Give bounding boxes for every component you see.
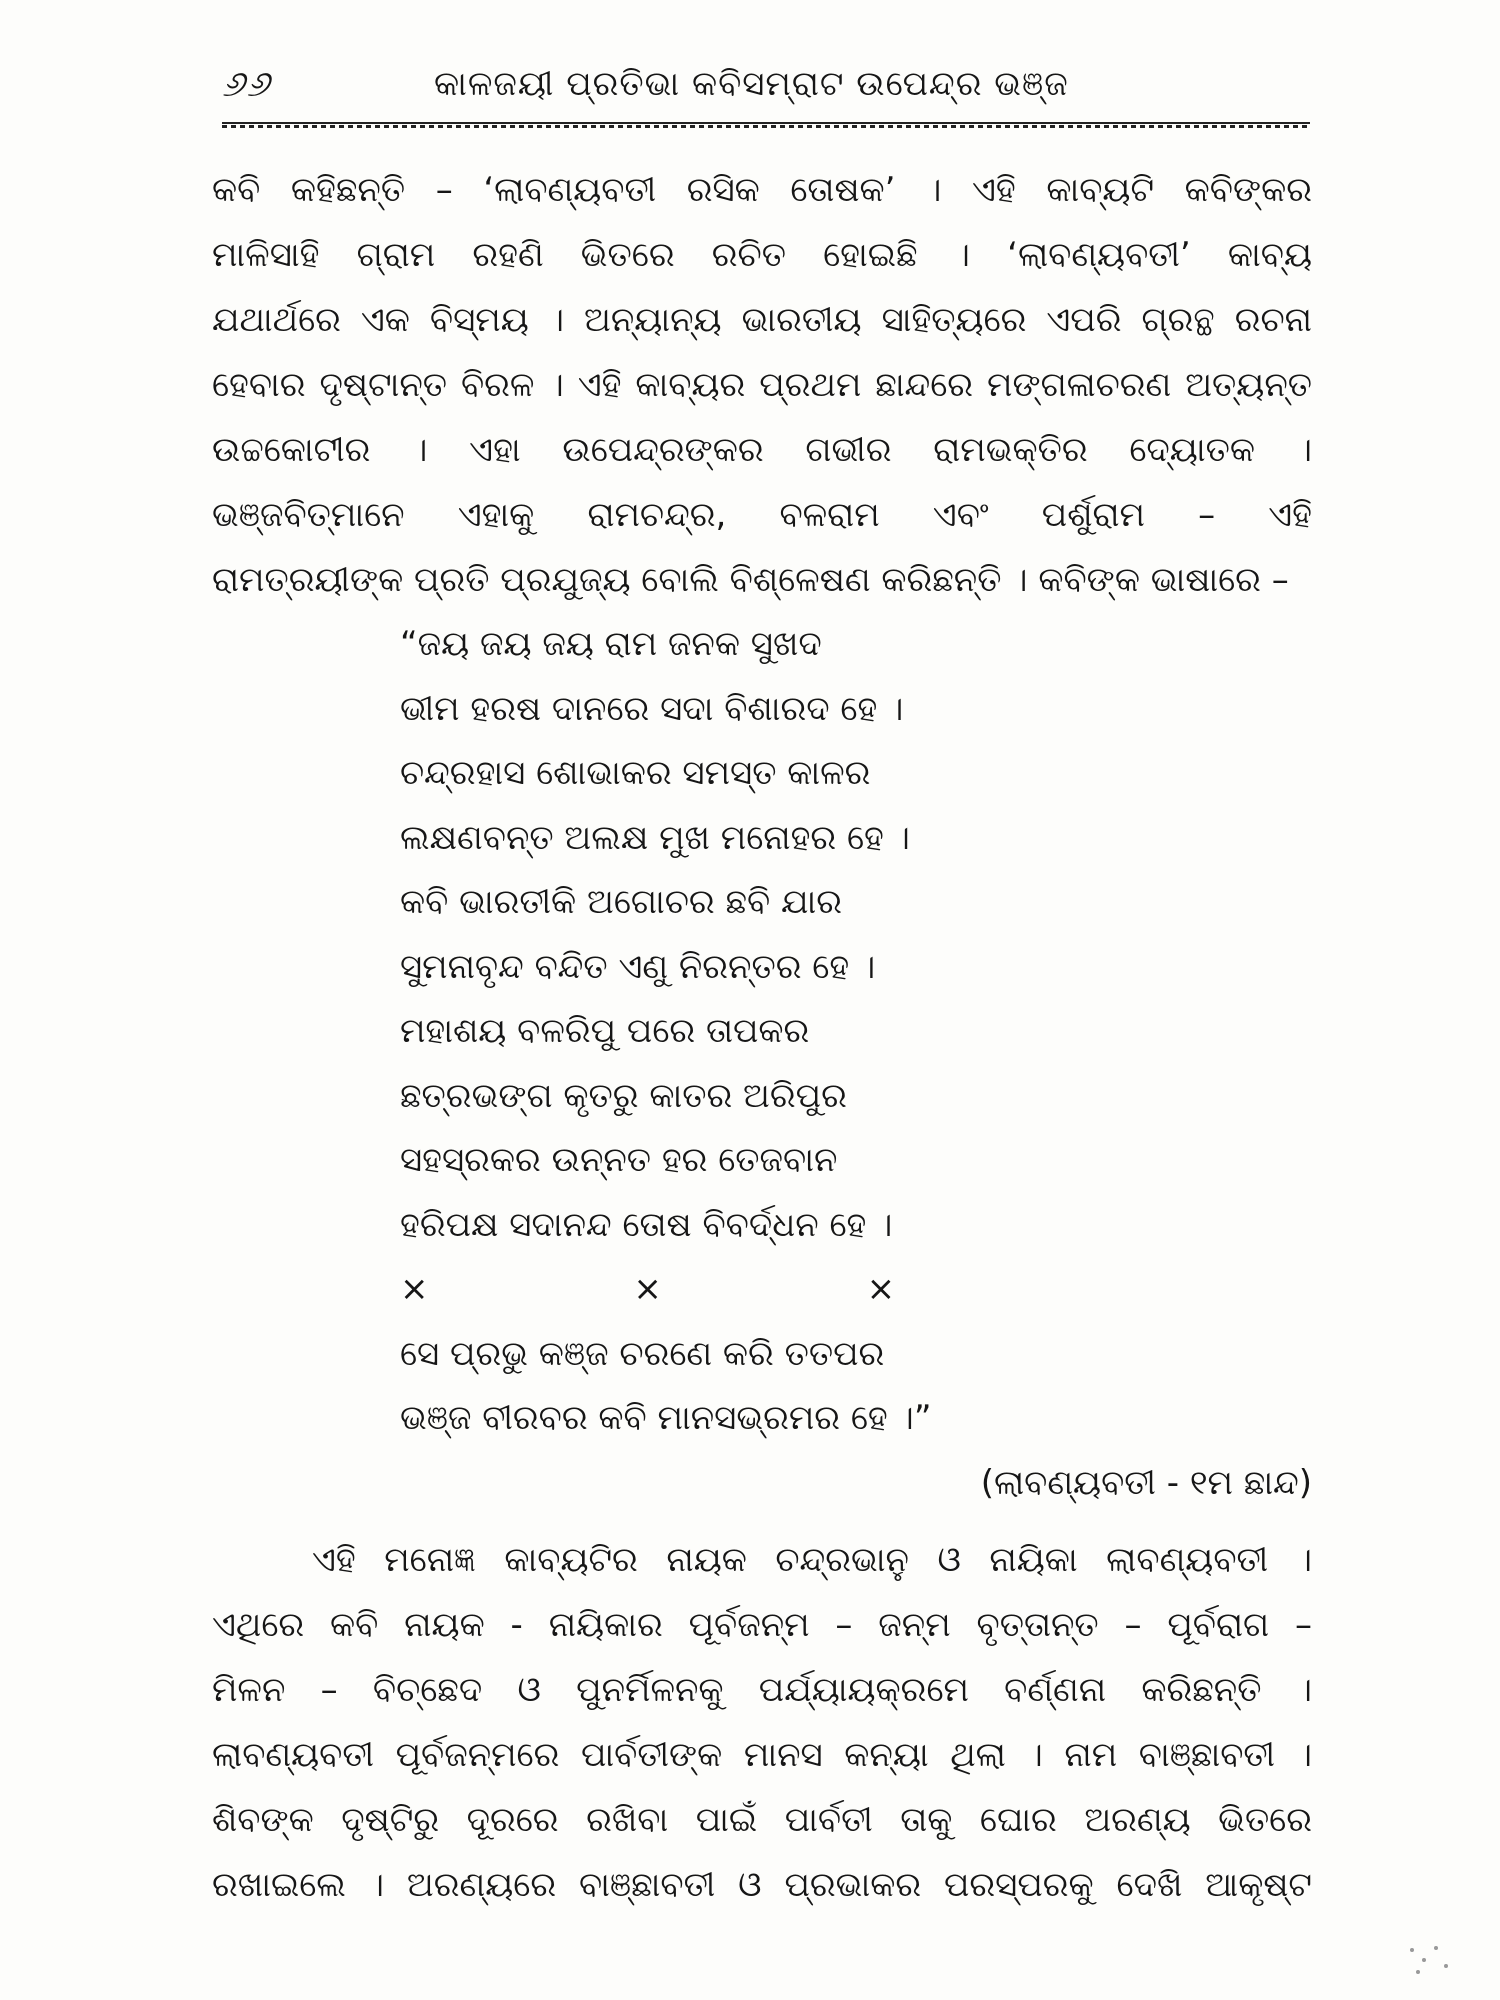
verse-line: ଲକ୍ଷଣବନ୍ତ ଅଲକ୍ଷ ମୁଖ ମନୋହର ହେ । — [400, 817, 910, 858]
verse-line: “ଜୟ ଜୟ ଜୟ ରାମ ଜନକ ସୁଖଦ — [400, 624, 822, 664]
omission-mark: × — [400, 1269, 429, 1309]
paragraph-line: ମାଳିସାହି ଗ୍ରାମ ରହଣି ଭିତରେ ରଚିତ ହୋଇଛି । ‘ଲାବଣ୍ୟବତୀ’ କାବ୍ୟ — [212, 235, 1312, 275]
verse-line: ସେ ପ୍ରଭୁ କଞ୍ଜ ଚରଣେ କରି ତତପର — [400, 1333, 885, 1374]
page-number: ୬୬ — [222, 64, 272, 105]
paragraph-line: ଭଞ୍ଜବିତ୍‌ମାନେ ଏହାକୁ ରାମଚନ୍ଦ୍ର, ବଳରାମ ଏବଂ ପର୍ଶୁରାମ – ଏହି — [212, 495, 1312, 535]
paragraph-line: କବି କହିଛନ୍ତି – ‘ଲାବଣ୍ୟବତୀ ରସିକ ତୋଷକ’ । ଏହି କାବ୍ୟଟି କବିଙ୍କର — [212, 170, 1312, 210]
verse-line: ସୁମନାବୃନ୍ଦ ବନ୍ଦିତ ଏଣୁ ନିରନ୍ତର ହେ । — [400, 946, 876, 987]
paragraph-line: ଏଥିରେ କବି ନାୟକ - ନାୟିକାର ପୂର୍ବଜନ୍ମ – ଜନ୍ମ ବୃତ୍ତାନ୍ତ – ପୂର୍ବରାଗ – — [212, 1605, 1312, 1645]
paragraph-line: ଉଚ୍ଚକୋଟୀର । ଏହା ଉପେନ୍ଦ୍ରଙ୍କର ଗଭୀର ରାମଭକ୍ତିର ଦ୍ୟୋତକ । — [212, 430, 1312, 470]
header-rule-line — [222, 122, 1310, 124]
verse-line: ଛତ୍ରଭଙ୍ଗ କୃତରୁ କାତର ଅରିପୁର — [400, 1075, 847, 1116]
verse-line: ସହସ୍ରକର ଉନ୍ନତ ହର ତେଜବାନ — [400, 1140, 838, 1180]
verse-line: କବି ଭାରତୀକି ଅଗୋଚର ଛବି ଯାର — [400, 882, 843, 922]
paragraph-line: ଶିବଙ୍କ ଦୃଷ୍ଟିରୁ ଦୂରରେ ରଖିବା ପାଇଁ ପାର୍ବତୀ ତାକୁ ଘୋର ଅରଣ୍ୟ ଭିତରେ — [212, 1800, 1312, 1840]
verse-line: ଭୀମ ହରଷ ଦାନରେ ସଦା ବିଶାରଦ ହେ । — [400, 688, 904, 729]
verse-quote — [400, 612, 1100, 1451]
verse-line: ମହାଶୟ ବଳରିପୁ ପରେ ତାପକର — [400, 1011, 810, 1051]
paragraph-2 — [212, 1528, 1312, 1918]
paragraph-line: ଏହି ମନୋଜ୍ଞ କାବ୍ୟଟିର ନାୟକ ଚନ୍ଦ୍ରଭାନୁ ଓ ନାୟିକା ଲାବଣ୍ୟବତୀ । — [312, 1540, 1312, 1580]
paragraph-line: ରାମତ୍ରୟୀଙ୍କ ପ୍ରତି ପ୍ରଯୁଜ୍ୟ ବୋଲି ବିଶ୍ଳେଷଣ କରିଛନ୍ତି । କବିଙ୍କ ଭାଷାରେ – — [212, 560, 1289, 600]
scan-speckle — [1400, 1940, 1460, 1980]
omission-mark: × — [633, 1269, 662, 1309]
paragraph-line: ରଖାଇଲେ । ଅରଣ୍ୟରେ ବାଞ୍ଛାବତୀ ଓ ପ୍ରଭାକର ପରସ୍ପରକୁ ଦେଖି ଆକୃଷ୍ଟ — [212, 1865, 1312, 1905]
paragraph-1 — [212, 158, 1312, 613]
omission-mark: × — [866, 1269, 896, 1309]
paragraph-line: ହେବାର ଦୃଷ୍ଟାନ୍ତ ବିରଳ । ଏହି କାବ୍ୟର ପ୍ରଥମ ଛାନ୍ଦରେ ମଙ୍ଗଳାଚରଣ ଅତ୍ୟନ୍ତ — [212, 365, 1312, 405]
paragraph-line: ଯଥାର୍ଥରେ ଏକ ବିସ୍ମୟ । ଅନ୍ୟାନ୍ୟ ଭାରତୀୟ ସାହିତ୍ୟରେ ଏପରି ଗ୍ରନ୍ଥ ରଚନା — [212, 300, 1312, 340]
verse-citation: (ଲାବଣ୍ୟବତୀ - ୧ମ ଛାନ୍ଦ) — [980, 1463, 1312, 1503]
page-header — [222, 58, 1312, 118]
verse-line: ଚନ୍ଦ୍ରହାସ ଶୋଭାକର ସମସ୍ତ କାଳର — [400, 753, 871, 793]
verse-line: ହରିପକ୍ଷ ସଦାନନ୍ଦ ତୋଷ ବିବର୍ଦ୍ଧନ ହେ । — [400, 1204, 893, 1245]
header-rule-wave — [222, 125, 1310, 128]
verse-line: ଭଞ୍ଜ ବୀରବର କବି ମାନସଭ୍ରମର ହେ ।” — [400, 1398, 932, 1438]
running-title: କାଳଜୟୀ ପ୍ରତିଭା କବିସମ୍ରାଟ ଉପେନ୍ଦ୍ର ଭଞ୍ଜ — [434, 64, 1069, 104]
paragraph-line: ମିଳନ – ବିଚ୍ଛେଦ ଓ ପୁନର୍ମିଳନକୁ ପର୍ଯ୍ୟାୟକ୍ରମେ ବର୍ଣ୍ଣନା କରିଛନ୍ତି । — [212, 1670, 1312, 1710]
paragraph-line: ଲାବଣ୍ୟବତୀ ପୂର୍ବଜନ୍ମରେ ପାର୍ବତୀଙ୍କ ମାନସ କନ୍ୟା ଥିଲା । ନାମ ବାଞ୍ଛାବତୀ । — [212, 1735, 1312, 1775]
header-rule — [222, 122, 1310, 128]
verse-omission-marks — [400, 1257, 1100, 1322]
